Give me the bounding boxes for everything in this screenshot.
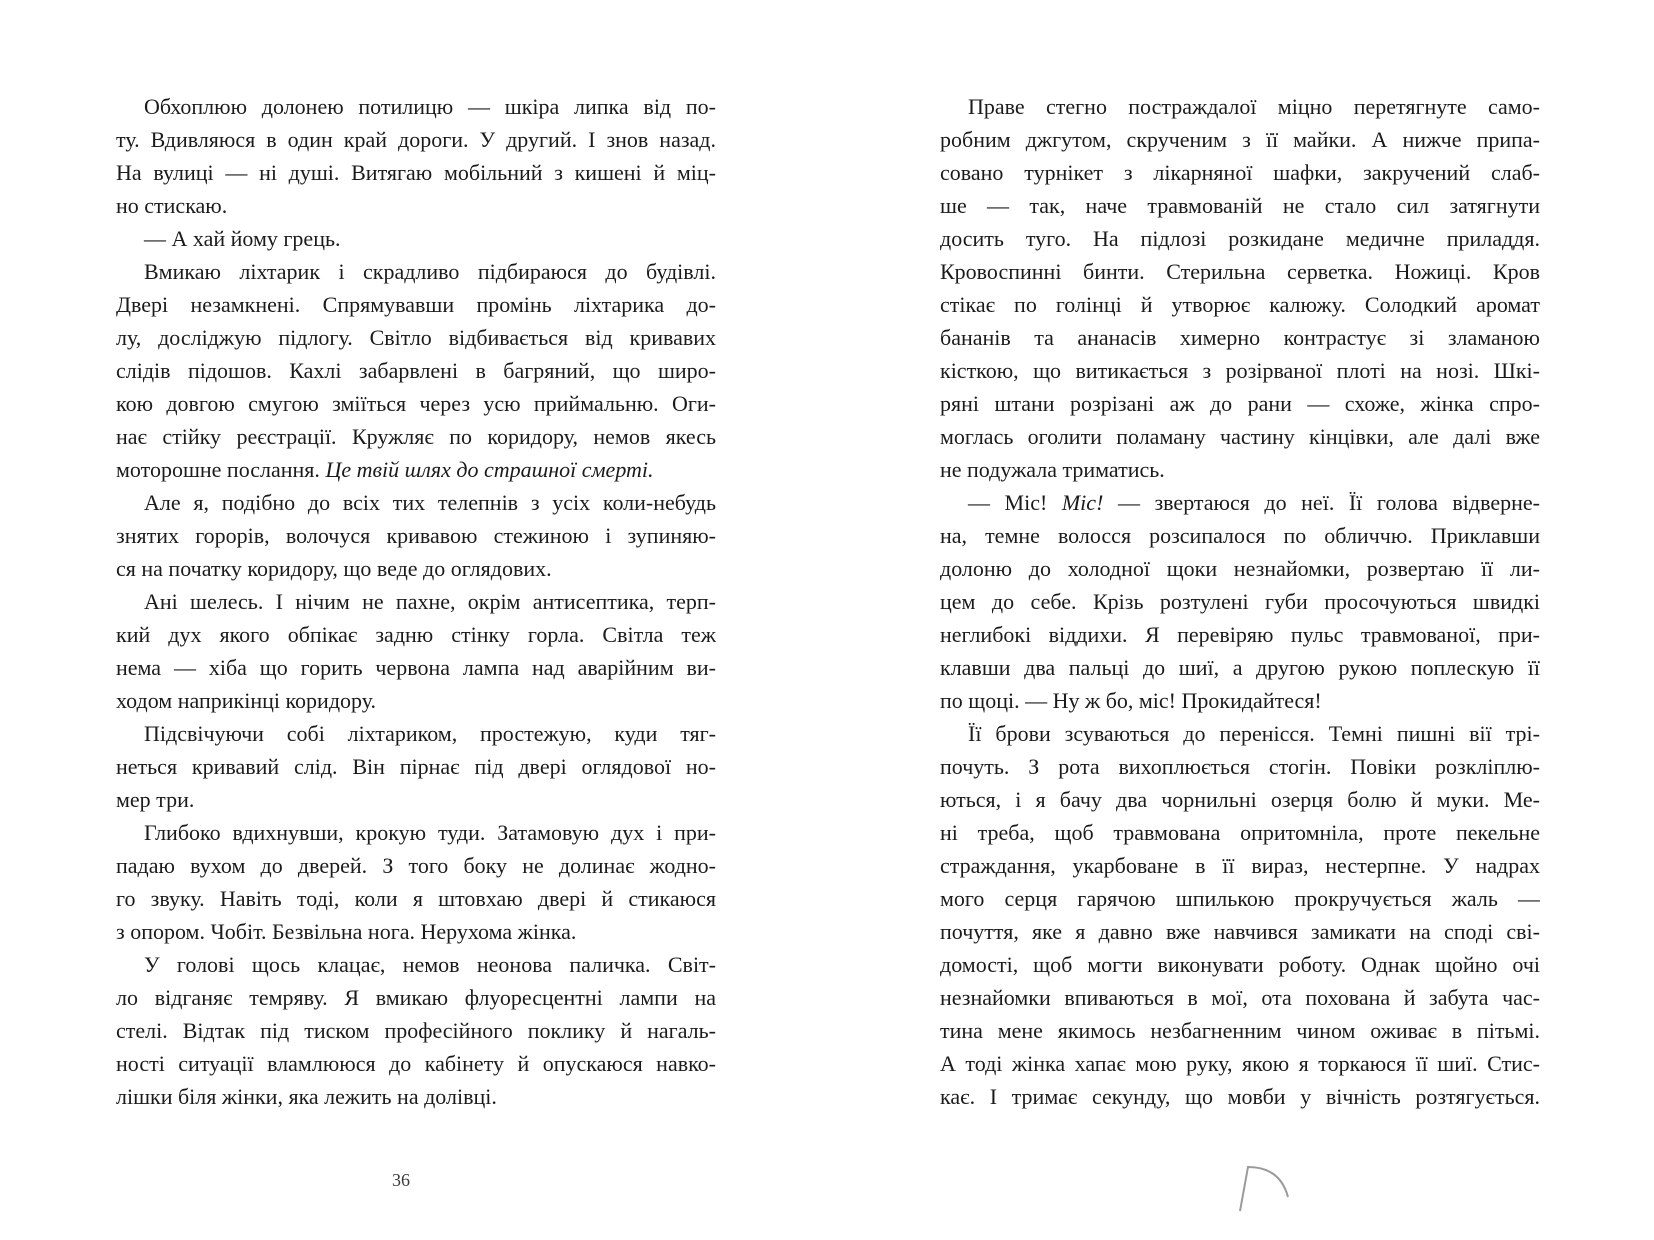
text-line: Обхоплюю долонею потилицю — шкіра липка від по- <box>144 94 716 119</box>
text-line: досить туго. На підлозі розкидане медичне приладдя. <box>940 226 1540 251</box>
text-line: Підсвічуючи собі ліхтариком, простежую, куди тяг- <box>144 721 716 746</box>
text-line: по щоці. — Ну ж бо, міс! Прокидайтеся! <box>940 688 1322 713</box>
text-line: Вмикаю ліхтарик і скрадливо підбираюся до будівлі. <box>144 259 716 284</box>
text-line: страждання, укарбоване в її вираз, нестерпне. У надрах <box>940 853 1540 878</box>
text-line: Ані шелесь. І нічим не пахне, окрім антисептика, терп- <box>144 589 716 614</box>
text-line: кою довгою смугою зміїться через усю приймальню. Оги- <box>116 391 716 416</box>
text-line: не подужала триматись. <box>940 457 1165 482</box>
text-line: моглась оголити поламану частину кінцівки, але далі вже <box>940 424 1540 449</box>
text-line: моторошне послання. Це твій шлях до страшної смерті. <box>116 457 654 482</box>
text-line: А тоді жінка хапає мою руку, якою я торкаюся її шиї. Стис- <box>940 1051 1540 1076</box>
text-line: ше — так, наче травмованій не стало сил затягнути <box>940 193 1540 218</box>
text-line: ся на початку коридору, що веде до оглядових. <box>116 556 552 581</box>
text-line: мер три. <box>116 787 195 812</box>
text-line: ходом наприкінці коридору. <box>116 688 377 713</box>
text-line: почуття, яке я давно вже навчився замикати на споді сві- <box>940 919 1540 944</box>
text-line: робним джгутом, скрученим з її майки. А нижче припа- <box>940 127 1540 152</box>
text-line: ряні штани розрізані аж до рани — схоже, жінка спро- <box>940 391 1540 416</box>
text-line: ності ситуації вламлююся до кабінету й опускаюся навко- <box>116 1051 716 1076</box>
right-page-text <box>940 90 1540 1113</box>
text-line: кає. І тримає секунду, що мовби у вічність розтягується. <box>940 1084 1540 1109</box>
text-line: кісткою, що витикається з розірваної плоті на нозі. Шкі- <box>940 358 1540 383</box>
text-line: Але я, подібно до всіх тих телепнів з усіх коли-небудь <box>144 490 716 515</box>
text-line: стікає по голінці й утворює калюжу. Солодкий аромат <box>940 292 1540 317</box>
text-line: неться кривавий слід. Він пірнає під двері оглядової но- <box>116 754 716 779</box>
text-line: неглибокі віддихи. Я перевіряю пульс травмованої, при- <box>940 622 1540 647</box>
text-line: Її брови зсуваються до перенісся. Темні пишні вії трі- <box>968 721 1540 746</box>
text-line: домості, щоб могти виконувати роботу. Однак щойно очі <box>940 952 1540 977</box>
text-line: слідів підошов. Кахлі забарвлені в багряний, що широ- <box>116 358 716 383</box>
text-line: почуть. З рота вихоплюється стогін. Повіки розкліплю- <box>940 754 1540 779</box>
text-line: ються, і я бачу два чорнильні озерця болю й муки. Ме- <box>940 787 1540 812</box>
text-line: незнайомки впиваються в мої, ота похована й забута час- <box>940 985 1540 1010</box>
text-line: лу, досліджую підлогу. Світло відбивається від кривавих <box>116 325 716 350</box>
text-line: ту. Вдивляюся в один край дороги. У другий. І знов назад. <box>116 127 716 152</box>
text-line: нає стійку реєстрації. Кружляє по коридору, немов якесь <box>116 424 716 449</box>
text-line: Двері незамкнені. Спрямувавши промінь ліхтарика до- <box>116 292 716 317</box>
text-line: го звуку. Навіть тоді, коли я штовхаю двері й стикаюся <box>116 886 716 911</box>
text-line: тина мене якимось незбагненним чином оживає в пітьмі. <box>940 1018 1540 1043</box>
text-line: Праве стегно постраждалої міцно перетягнуте само- <box>968 94 1540 119</box>
text-line: знятих горорів, волочуся кривавою стежиною і зупиняю- <box>116 523 716 548</box>
text-line: стелі. Відтак під тиском професійного поклику й нагаль- <box>116 1018 716 1043</box>
text-line: з опором. Чобіт. Безвільна нога. Нерухома жінка. <box>116 919 577 944</box>
text-line: на, темне волосся розсипалося по обличчю. Приклавши <box>940 523 1540 548</box>
text-line: Глибоко вдихнувши, крокую туди. Затамовую дух і при- <box>144 820 716 845</box>
text-line: ні треба, щоб травмована опритомніла, проте пекельне <box>940 820 1540 845</box>
text-line: падаю вухом до дверей. З того боку не долинає жодно- <box>116 853 716 878</box>
text-line: Кровоспинні бинти. Стерильна серветка. Ножиці. Кров <box>940 259 1540 284</box>
text-line: мого серця гарячою шпилькою прокручується жаль — <box>940 886 1540 911</box>
text-line: но стискаю. <box>116 193 228 218</box>
text-line: — А хай йому грець. <box>144 226 341 251</box>
text-line: клавши два пальці до шиї, а другою рукою поплескую її <box>940 655 1540 680</box>
text-line: бананів та ананасів химерно контрастує зі зламаною <box>940 325 1540 350</box>
text-line: совано турнікет з лікарняної шафки, закручений слаб- <box>940 160 1540 185</box>
text-line: цем до себе. Крізь розтулені губи просочуються швидкі <box>940 589 1540 614</box>
text-line: У голові щось клацає, немов неонова паличка. Світ- <box>144 952 716 977</box>
text-line: На вулиці — ні душі. Витягаю мобільний з кишені й міц- <box>116 160 716 185</box>
text-line: ло відганяє темряву. Я вмикаю флуоресцентні лампи на <box>116 985 716 1010</box>
left-page-text <box>116 90 716 1113</box>
text-line: — Міс! Міс! — звертаюся до неї. Її голова відверне- <box>968 490 1540 515</box>
page-number: 36 <box>392 1170 410 1190</box>
page-corner-arc-icon <box>1236 1163 1296 1213</box>
text-line: нема — хіба що горить червона лампа над аварійним ви- <box>116 655 716 680</box>
text-line: лішки біля жінки, яка лежить на долівці. <box>116 1084 497 1109</box>
text-line: долоню до холодної щоки незнайомки, розвертаю її ли- <box>940 556 1540 581</box>
text-line: кий дух якого обпікає задню стінку горла. Світла теж <box>116 622 716 647</box>
